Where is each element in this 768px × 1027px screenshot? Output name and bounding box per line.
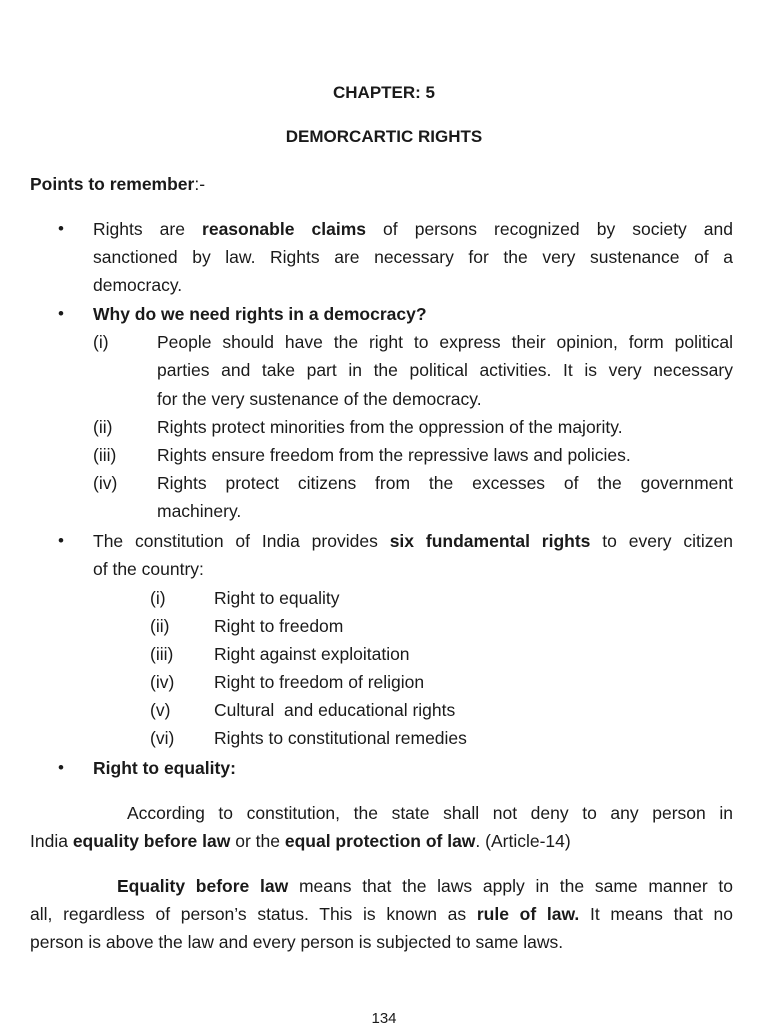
bullet-icon (58, 530, 72, 552)
bullet-icon (58, 218, 72, 240)
para2-line2: all, regardless of person’s status. This is known as rule of law. It means that no (30, 904, 733, 924)
list-item-line: for the very sustenance of the democracy. (157, 389, 482, 409)
chapter-label: CHAPTER: 5 (332, 83, 435, 102)
list-number: (i) (150, 588, 166, 608)
list-item: Right to freedom of religion (214, 672, 425, 692)
points-heading: Points to remember:- (30, 174, 206, 194)
list-item: Right against exploitation (214, 644, 410, 664)
bullet4-heading: Right to equality: (93, 758, 236, 778)
bullet1-line3: democracy. (93, 275, 183, 295)
list-number: (i) (93, 332, 109, 352)
list-number: (v) (150, 700, 171, 720)
list-item: Right to equality (214, 588, 340, 608)
list-number: (ii) (150, 616, 170, 636)
list-number: (iv) (150, 672, 175, 692)
list-item: Rights to constitutional remedies (214, 728, 467, 748)
list-number: (iii) (150, 644, 174, 664)
bullet1-line2: sanctioned by law. Rights are necessary for the very sustenance of a (93, 247, 733, 267)
list-number: (vi) (150, 728, 175, 748)
list-item-line: parties and take part in the political activities. It is very necessary (157, 360, 733, 380)
list-item-line: Rights protect citizens from the excesses of the government (157, 473, 733, 493)
list-item-line: machinery. (157, 501, 242, 521)
list-item-line: Rights protect minorities from the oppression of the majority. (157, 417, 623, 437)
page-number: 134 (371, 1010, 397, 1027)
bullet3-line2: of the country: (93, 559, 204, 579)
list-item-line: People should have the right to express their opinion, form political (157, 332, 733, 352)
list-item: Right to freedom (214, 616, 344, 636)
para1-line1: According to constitution, the state shall not deny to any person in (127, 803, 733, 823)
para1-line2: India equality before law or the equal protection of law. (Article-14) (30, 831, 571, 851)
chapter-title: DEMORCARTIC RIGHTS (285, 127, 483, 146)
bullet1-line1: Rights are reasonable claims of persons recognized by society and (93, 219, 733, 239)
bullet3-line1: The constitution of India provides six fundamental rights to every citizen (93, 531, 734, 551)
bullet-icon (58, 303, 72, 325)
list-item-line: Rights ensure freedom from the repressive laws and policies. (157, 445, 631, 465)
list-number: (iv) (93, 473, 118, 493)
bullet2-heading: Why do we need rights in a democracy? (93, 304, 427, 324)
bullet-icon (58, 757, 72, 779)
para2-line1: Equality before law means that the laws apply in the same manner to (117, 876, 734, 896)
para2-line3: person is above the law and every person is subjected to same laws. (30, 932, 564, 952)
list-number: (ii) (93, 417, 113, 437)
list-number: (iii) (93, 445, 117, 465)
list-item: Cultural and educational rights (214, 700, 456, 720)
